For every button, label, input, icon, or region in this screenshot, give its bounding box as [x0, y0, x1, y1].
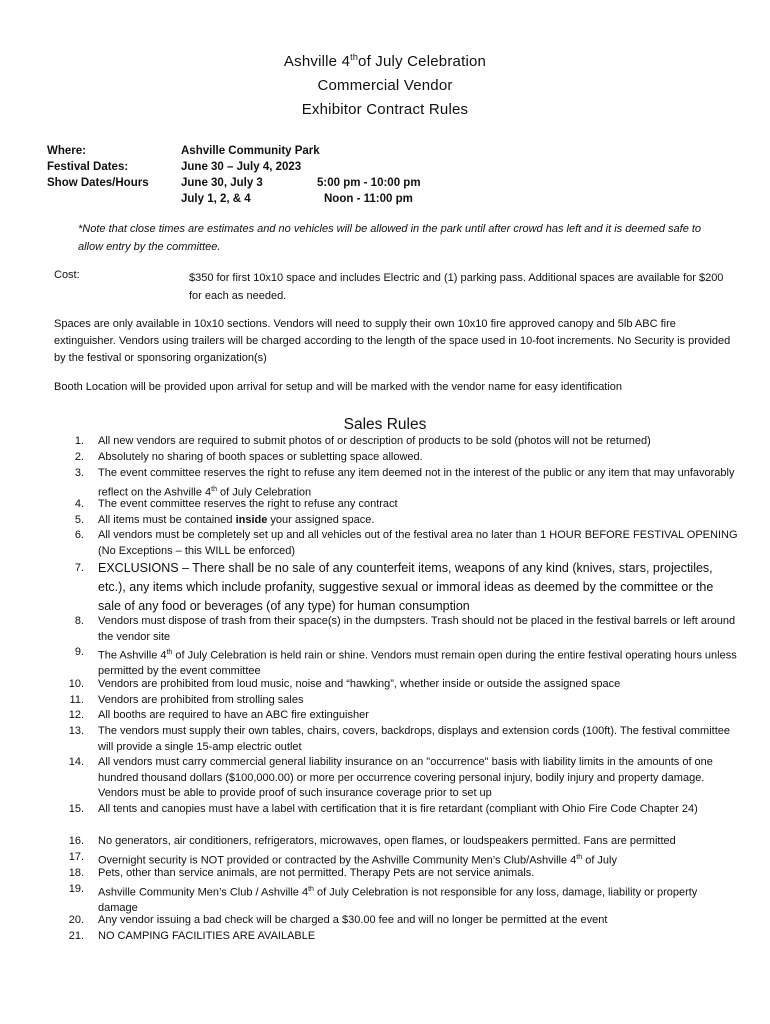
closing-time-note: *Note that close times are estimates and no vehicles will be allowed in the park until after crowd has left and it is deemed safe to allow entry by the committee. — [78, 223, 702, 253]
title-superscript: th — [350, 52, 359, 62]
booth-location-paragraph: Booth Location will be provided upon arrival for setup and will be marked with the vendor name for easy identification — [54, 381, 623, 393]
title-suffix: of July Celebration — [358, 53, 487, 70]
title-prefix: Ashville 4 — [283, 53, 351, 70]
show-dates-row-1: June 30, July 3 — [181, 177, 263, 189]
document-title — [0, 52, 770, 70]
spaces-paragraph: Spaces are only available in 10x10 sections. Vendors will need to supply their own 10x10 fire approved canopy and 5lb ABC fire extinguisher. Vendors using trailers will be charged according to the length of the space used in 10-foot increments. No Security is provided by the festival or sponsoring organization(s) — [54, 318, 731, 364]
show-hours-row-2: Noon - 11:00 pm — [324, 193, 413, 205]
cost-text: $350 for first 10x10 space and includes Electric and (1) parking pass. Additional spaces are available for $200 for each as needed. — [189, 272, 724, 302]
festival-dates-value: June 30 – July 4, 2023 — [181, 161, 302, 173]
document-heading: Exhibitor Contract Rules — [301, 101, 469, 118]
show-hours-row-1: 5:00 pm - 10:00 pm — [317, 177, 421, 189]
where-label: Where: — [47, 145, 86, 157]
show-dates-label: Show Dates/Hours — [47, 177, 149, 189]
where-value: Ashville Community Park — [181, 145, 320, 157]
cost-label: Cost: — [54, 269, 80, 281]
show-dates-row-2: July 1, 2, & 4 — [181, 193, 251, 205]
document-subtitle: Commercial Vendor — [317, 77, 453, 94]
sales-rules-heading: Sales Rules — [343, 416, 427, 433]
contract-page: Ashville 4thof July Celebration Commercial Vendor Exhibitor Contract Rules Where: Ashville Community Park Festival Dates: June 30 – July 4, 2023 Show Dates/Hours June 30, July 3 5:00 pm - 10:00 pm July 1, 2, & 4 Noon - 11:00 pm *Note that close times are estimates and no vehicles will be allowed in the park until after crowd has left and it is deemed safe to allow entry by the committee. Cost: $350 for first 10x10 space and includes Electric and (1) parking pass. Additional spaces are available for $200 for each as needed. Spaces are only available in 10x10 sections. Vendors will need to supply their own 10x10 fire approved canopy and 5lb ABC fire extinguisher. Vendors using trailers will be charged according to the length of the space used in 10-foot increments. No Security is provided by the festival or sponsoring organization(s) Booth Location will be provided upon arrival for setup and will be marked with the vendor name for easy identification Sales Rules 1. All new vendors are required to submit photos of or description of products to be sold (photos will not be returned) 2. Absolutely no sharing of booth spaces or subletting space allowed. 3. The event committee reserves the right to refuse any item deemed not in the interest of the public or any item that may unfavorably reflect on the Ashville 4th of July Celebration 4. The event committee reserves the right to refuse any contract 5. All items must be contained inside your assigned space. 6. All vendors must be completely set up and all vehicles out of the festival area no later than 1 HOUR BEFORE FESTIVAL OPENING (No Exceptions – this WILL be enforced) 7. EXCLUSIONS – There shall be no sale of any counterfeit items, weapons of any kind (knives, stars, projectiles, etc.), any items which include profanity, suggestive sexual or immoral ideas as deemed by the committee or the sale of any food or beverages (of any type) for human consumption 8. Vendors must dispose of trash from their space(s) in the dumpsters. Trash should not be placed in the festival barrels or left around the vendor site 9. The Ashville 4th of July Celebration is held rain or shine. Vendors must remain open during the entire festival operating hours unless permitted by the event committee 10. Vendors are prohibited from loud music, noise and “hawking”, whether inside or outside the assigned space 11. Vendors are prohibited from strolling sales 12. All booths are required to have an ABC fire extinguisher 13. The vendors must supply their own tables, chairs, covers, backdrops, displays and extension cords (100ft). The festival committee will provide a single 15-amp electric outlet 14. All vendors must carry commercial general liability insurance on an "occurrence" basis with liability limits in the amounts of one hundred thousand dollars ($100,000.00) or more per occurrence covering personal injury, bodily injury and property damage. Vendors must be able to provide proof of such insurance coverage prior to set up 15. All tents and canopies must have a label with certification that it is fire retardant (compliant with Ohio Fire Code Chapter 24) 16. No generators, air conditioners, refrigerators, microwaves, open flames, or loudspeakers permitted. Fans are permitted 17. Overnight security is NOT provided or contracted by the Ashville Community Men’s Club/Ashville 4th of July 18. Pets, other than service animals, are not permitted. Therapy Pets are not service animals. 19. Ashville Community Men’s Club / Ashville 4th of July Celebration is not responsible for any loss, damage, liability or property damage 20. Any vendor issuing a bad check will be charged a $30.00 fee and will no longer be permitted at the event 21. NO CAMPING FACILITIES ARE AVAILABLE — [0, 0, 770, 1024]
festival-dates-label: Festival Dates: — [47, 161, 129, 173]
